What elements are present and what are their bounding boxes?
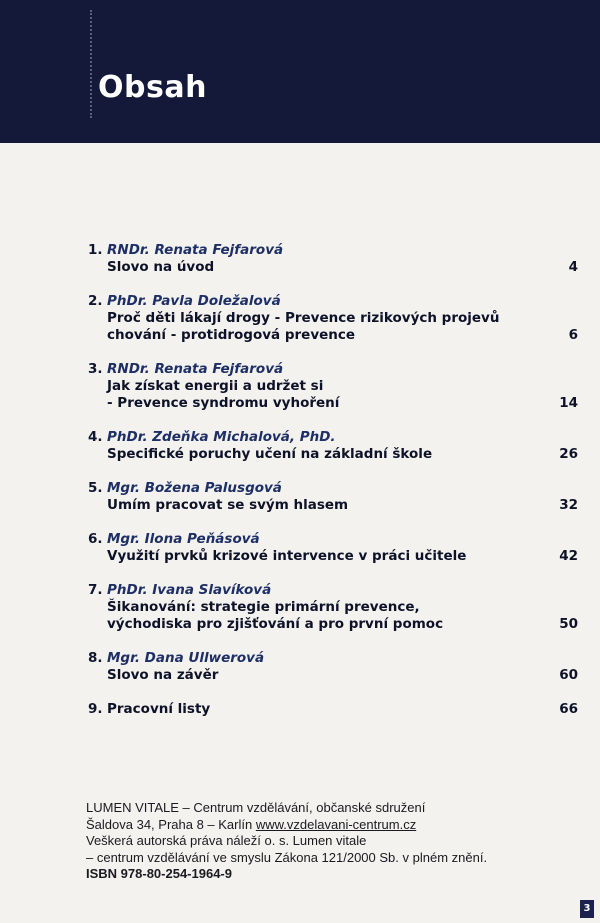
toc-entry[interactable] [88,480,588,514]
toc-entry-number: 8. [88,650,103,666]
toc-entry-page-number: 32 [559,497,578,513]
toc-entry-number: 9. [88,701,103,717]
table-of-contents [88,242,588,735]
publisher-line-4: – centrum vzdělávání ve smyslu Zákona 121/2000 Sb. v plném znění. [86,849,488,865]
toc-entry-title: Šikanování: strategie primární prevence, [107,599,420,615]
page-number-badge: 3 [580,900,594,918]
publisher-line-3: Veškerá autorská práva náleží o. s. Lumen vitale [86,833,367,848]
toc-entry-number: 4. [88,429,103,445]
toc-entry-author: Mgr. Dana Ullwerová [107,650,265,666]
toc-entry-title: Umím pracovat se svým hlasem [107,497,349,513]
page-title: Obsah [98,70,207,105]
toc-entry[interactable] [88,361,588,412]
toc-entry-author: RNDr. Renata Fejfarová [107,361,284,377]
toc-entry-title: chování - protidrogová prevence [107,327,356,343]
toc-entry[interactable] [88,531,588,565]
toc-entry[interactable] [88,582,588,633]
toc-entry-page-number: 26 [559,446,578,462]
toc-entry-page-number: 60 [559,667,578,683]
toc-entry-number: 5. [88,480,103,496]
toc-entry[interactable] [88,293,588,344]
isbn: ISBN 978-80-254-1964-9 [86,866,232,881]
toc-entry-title: Využití prvků krizové intervence v práci učitele [107,548,467,564]
publisher-address: Šaldova 34, Praha 8 – Karlín [86,816,256,832]
toc-entry[interactable] [88,650,588,684]
toc-entry-page-number: 50 [559,616,578,632]
toc-entry-author: Mgr. Božena Palusgová [107,480,282,496]
toc-entry[interactable] [88,242,588,276]
toc-entry-author: RNDr. Renata Fejfarová [107,242,284,258]
toc-entry[interactable] [88,429,588,463]
toc-entry-number: 3. [88,361,103,377]
toc-entry-page-number: 6 [568,327,578,343]
toc-entry-title: Slovo na závěr [107,667,219,683]
header-band [0,0,600,143]
publisher-line-1: LUMEN VITALE – Centrum vzdělávání, občanské sdružení [86,800,426,815]
toc-entry-title: Slovo na úvod [107,259,215,275]
toc-entry-number: 1. [88,242,103,258]
toc-entry[interactable] [88,701,588,718]
toc-entry-title: Specifické poruchy učení na základní škole [107,446,433,462]
toc-entry-title: východiska pro zjišťování a pro první pomoc [107,616,444,632]
publisher-website-link[interactable]: www.vzdelavani-centrum.cz [255,816,417,832]
toc-entry-title: Jak získat energii a udržet si [107,378,324,394]
toc-entry-title: Pracovní listy [107,701,211,717]
header-dotted-rule [90,10,92,118]
toc-entry-number: 6. [88,531,103,547]
toc-entry-number: 7. [88,582,103,598]
toc-entry-author: PhDr. Pavla Doležalová [107,293,281,309]
toc-entry-page-number: 14 [559,395,578,411]
toc-entry-author: PhDr. Ivana Slavíková [107,582,272,598]
toc-entry-number: 2. [88,293,103,309]
publisher-line-2 [86,817,487,834]
toc-entry-page-number: 4 [568,259,578,275]
toc-entry-author: Mgr. Ilona Peňásová [107,531,260,547]
toc-entry-author: PhDr. Zdeňka Michalová, PhD. [107,429,336,445]
toc-entry-title: - Prevence syndromu vyhoření [107,395,340,411]
toc-entry-title: Proč děti lákají drogy - Prevence rizikových projevů [107,310,500,326]
toc-entry-page-number: 66 [559,701,578,717]
publisher-info [86,800,487,883]
toc-entry-page-number: 42 [559,548,578,564]
